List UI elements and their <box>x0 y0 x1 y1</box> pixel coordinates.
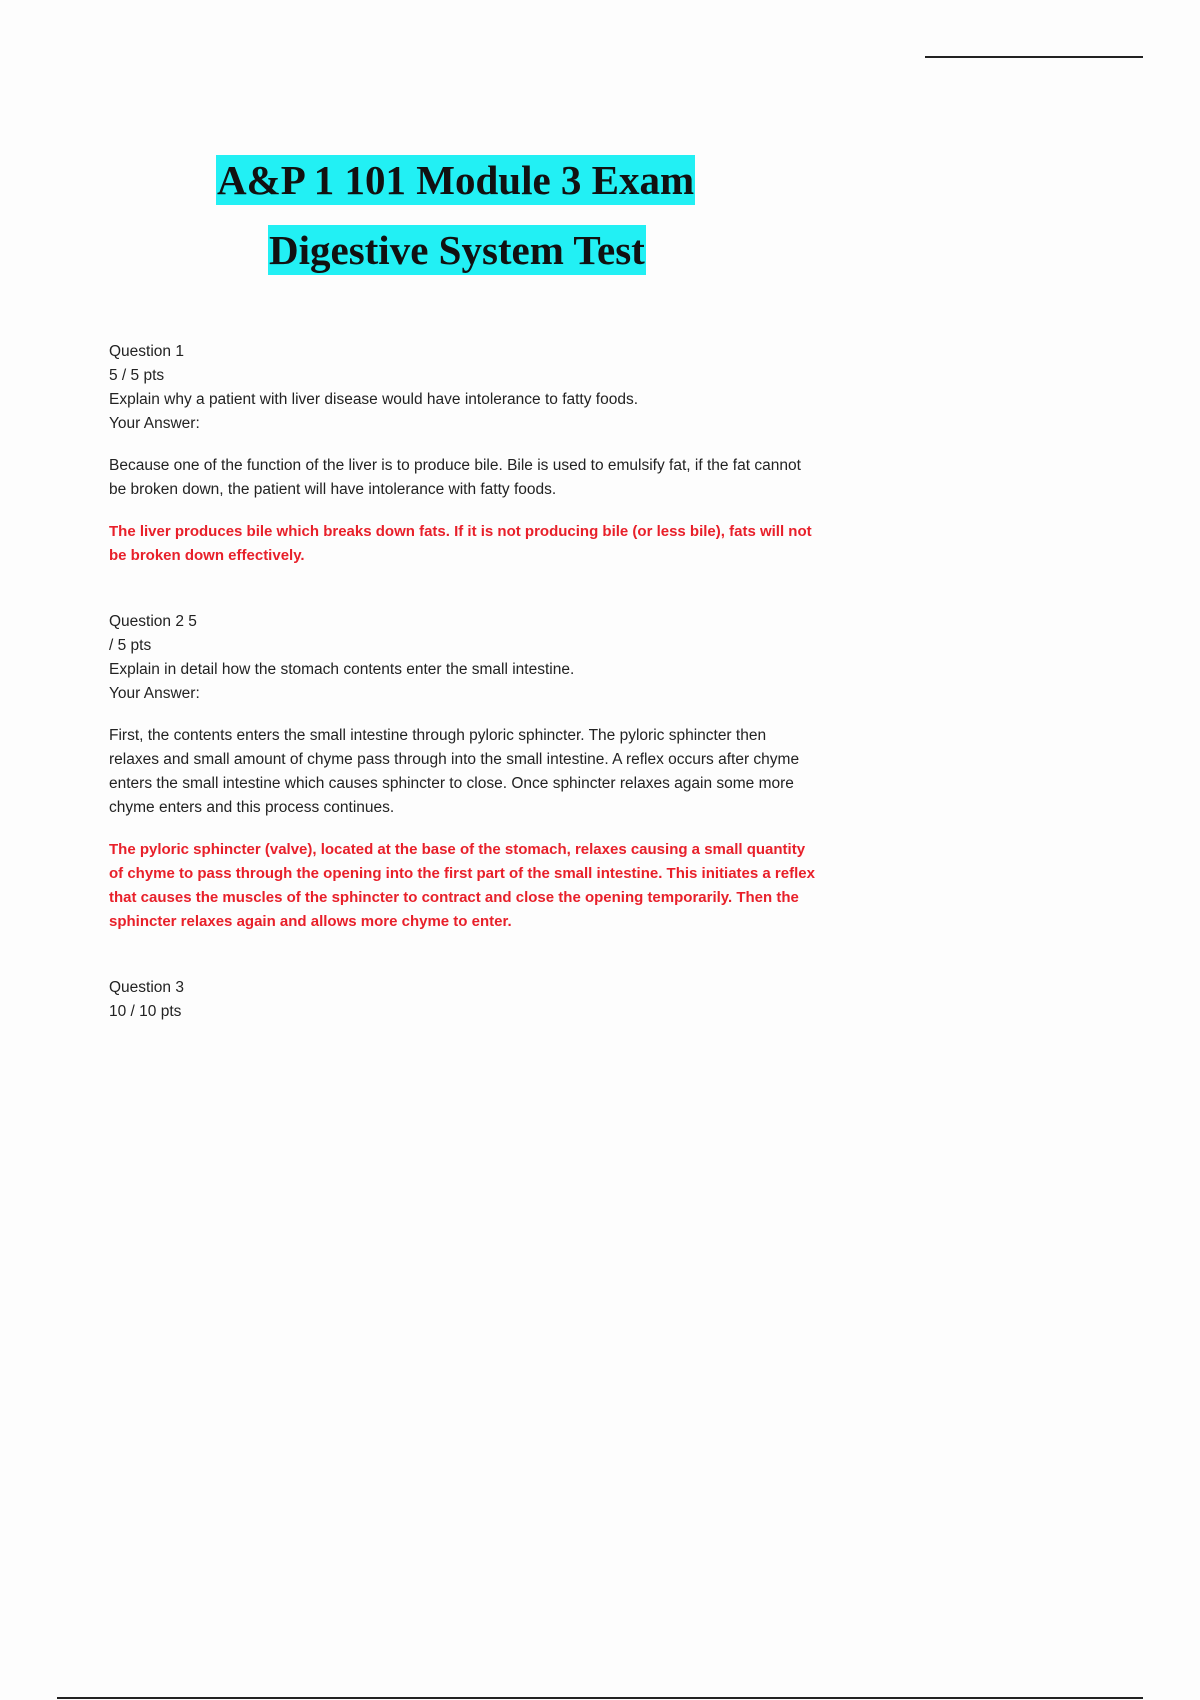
footer-rule <box>57 1697 1143 1699</box>
question-1 <box>109 340 819 568</box>
model-answer: The liver produces bile which breaks down fats. If it is not producing bile (or less bile), fats will not be broken down effectively. <box>109 523 812 564</box>
model-answer: The pyloric sphincter (valve), located at the base of the stomach, relaxes causing a small quantity of chyme to pass through the opening into the first part of the small intestine. This initiates a reflex that causes the muscles of the sphincter to contract and close the opening temporarily. Then the sphincter relaxes again and allows more chyme to enter. <box>109 841 815 930</box>
answer-label: Your Answer: <box>109 415 200 432</box>
question-prompt: Explain why a patient with liver disease would have intolerance to fatty foods. <box>109 391 639 408</box>
document-subtitle: Digestive System Test <box>269 227 645 273</box>
answer-label: Your Answer: <box>109 685 200 702</box>
student-answer: First, the contents enters the small intestine through pyloric sphincter. The pyloric sphincter then relaxes and small amount of chyme pass through into the small intestine. A reflex occurs after chyme enters the small intestine which causes sphincter to close. Once sphincter relaxes again some more chyme enters and this process continues. <box>109 727 800 816</box>
question-3 <box>109 976 819 1024</box>
student-answer: Because one of the function of the liver is to produce bile. Bile is used to emulsify fat, if the fat cannot be broken down, the patient will have intolerance with fatty foods. <box>109 457 801 498</box>
question-points: 10 / 10 pts <box>109 1003 182 1020</box>
question-points: 5 / 5 pts <box>109 367 165 384</box>
question-heading: Question 3 <box>109 979 184 996</box>
exam-content <box>109 340 819 1024</box>
question-heading: Question 2 5 <box>109 613 197 630</box>
question-prompt: Explain in detail how the stomach contents enter the small intestine. <box>109 661 575 678</box>
document-title: A&P 1 101 Module 3 Exam <box>217 157 695 203</box>
question-2 <box>109 610 819 934</box>
header-rule <box>925 56 1143 58</box>
question-heading: Question 1 <box>109 343 184 360</box>
question-points: / 5 pts <box>109 637 152 654</box>
